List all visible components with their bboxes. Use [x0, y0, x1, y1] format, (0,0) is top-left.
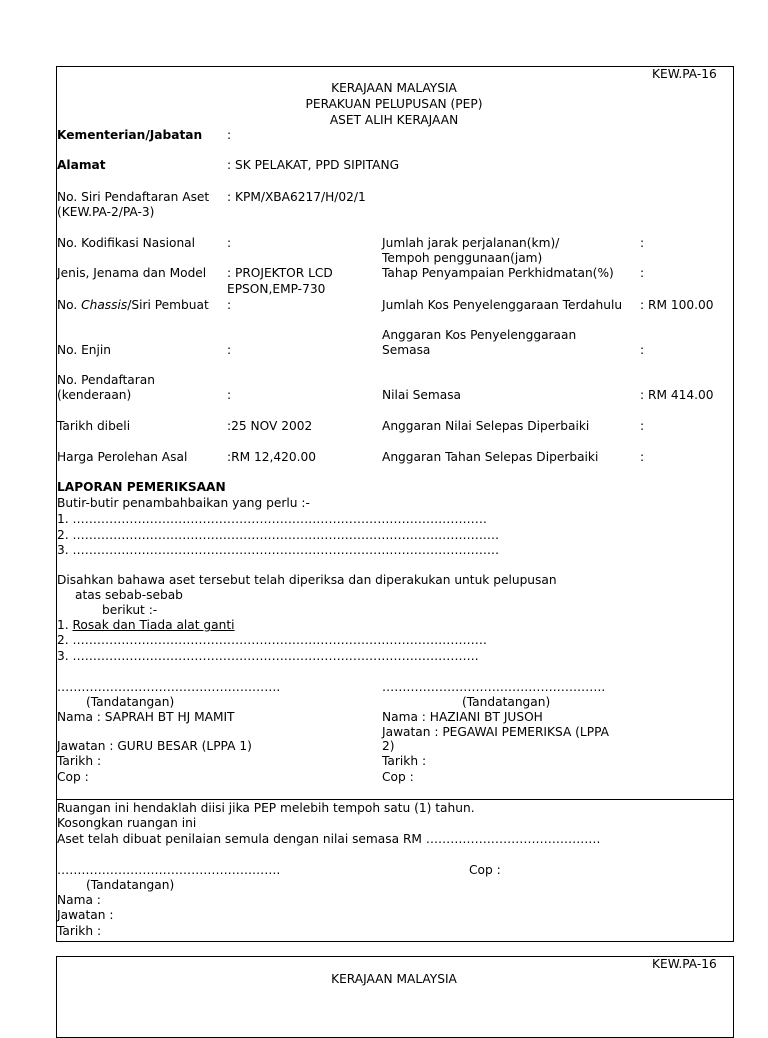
next-page-form-code: KEW.PA-16 — [652, 957, 717, 971]
chassis-label-italic: Chassis — [81, 298, 128, 312]
section-divider — [56, 799, 733, 800]
chassis-label-post: /Siri Pembuat — [127, 298, 209, 312]
left-jawatan: Jawatan : GURU BESAR (LPPA 1) — [57, 739, 252, 753]
next-page-frame — [56, 956, 734, 1038]
left-nama: Nama : SAPRAH BT HJ MAMIT — [57, 710, 235, 724]
reason-1-text: Rosak dan Tiada alat ganti — [72, 618, 235, 632]
ruangan-nilai: Aset telah dibuat penilaian semula dengan nilai semasa RM ……………………………………. — [57, 832, 601, 846]
siri-value: : KPM/XBA6217/H/02/1 — [227, 190, 366, 204]
anggaran-tahan-label: Anggaran Tahan Selepas Diperbaiki — [382, 450, 599, 464]
header-line-3: ASET ALIH KERAJAAN — [329, 113, 459, 127]
pendaftaran-label-sub: (kenderaan) — [57, 388, 132, 402]
anggaran-kos-label: Anggaran Kos Penyelenggaraan — [382, 328, 577, 342]
ruangan-jawatan: Jawatan : — [57, 908, 114, 922]
chassis-label — [57, 298, 209, 313]
jenis-label: Jenis, Jenama dan Model — [57, 266, 207, 280]
form-code: KEW.PA-16 — [652, 67, 717, 81]
kementerian-value: : — [227, 128, 232, 142]
anggaran-nilai-value: : — [640, 419, 645, 433]
laporan-intro: Butir-butir penambahbaikan yang perlu :- — [57, 496, 310, 510]
anggaran-tahan-value: : — [640, 450, 645, 464]
anggaran-nilai-label: Anggaran Nilai Selepas Diperbaiki — [382, 419, 590, 433]
pendaftaran-label: No. Pendaftaran — [57, 373, 155, 387]
anggaran-kos-label-sub: Semasa — [382, 343, 431, 357]
right-jawatan: Jawatan : PEGAWAI PEMERIKSA (LPPA — [382, 725, 609, 739]
enjin-value: : — [227, 343, 232, 357]
ruangan-signature-caption: (Tandatangan) — [86, 878, 175, 892]
left-signature-line: ………………………………………………. — [57, 680, 281, 694]
siri-label: No. Siri Pendaftaran Aset — [57, 190, 210, 204]
jarak-label-sub: Tempoh penggunaan(jam) — [382, 251, 543, 265]
ruangan-kosongkan: Kosongkan ruangan ini — [57, 816, 197, 830]
header-line-1: KERAJAAN MALAYSIA — [331, 81, 457, 95]
reason-item-2: 2. ………………………………………………………………………………………… — [57, 633, 487, 647]
disahkan-text-3: berikut :- — [102, 603, 158, 617]
right-tarikh: Tarikh : — [382, 754, 427, 768]
disahkan-text-2: atas sebab-sebab — [75, 588, 183, 602]
ruangan-tarikh: Tarikh : — [57, 924, 102, 938]
kos-value: : RM 100.00 — [640, 298, 714, 312]
laporan-title: LAPORAN PEMERIKSAAN — [57, 480, 226, 494]
improvement-item-2: 2. …………………………………………………………………………………………… — [57, 528, 500, 542]
chassis-label-pre: No. — [57, 298, 82, 312]
left-cop: Cop : — [57, 770, 89, 784]
right-signature-line: ………………………………………………. — [382, 680, 606, 694]
tahap-label: Tahap Penyampaian Perkhidmatan(%) — [382, 266, 614, 280]
harga-value: :RM 12,420.00 — [227, 450, 316, 464]
chassis-value: : — [227, 298, 232, 312]
ruangan-cop: Cop : — [469, 863, 501, 877]
alamat-label: Alamat — [57, 158, 106, 172]
right-nama: Nama : HAZIANI BT JUSOH — [382, 710, 543, 724]
kodifikasi-label: No. Kodifikasi Nasional — [57, 236, 196, 250]
anggaran-kos-value: : — [640, 343, 645, 357]
improvement-item-1: 1. ………………………………………………………………………………………… — [57, 512, 487, 526]
jenis-value-2: EPSON,EMP-730 — [227, 282, 326, 296]
kos-label: Jumlah Kos Penyelenggaraan Terdahulu — [382, 298, 623, 312]
tahap-value: : — [640, 266, 645, 280]
pendaftaran-value: : — [227, 388, 232, 402]
ruangan-note: Ruangan ini hendaklah diisi jika PEP melebih tempoh satu (1) tahun. — [57, 801, 475, 815]
enjin-label: No. Enjin — [57, 343, 112, 357]
jenis-value: : PROJEKTOR LCD — [227, 266, 333, 280]
harga-label: Harga Perolehan Asal — [57, 450, 188, 464]
ruangan-signature-line: ………………………………………………. — [57, 863, 281, 877]
reason-1-number: 1. — [57, 618, 73, 632]
ruangan-nama: Nama : — [57, 893, 101, 907]
improvement-item-3: 3. …………………………………………………………………………………………… — [57, 543, 500, 557]
kodifikasi-value: : — [227, 236, 232, 250]
left-signature-caption: (Tandatangan) — [86, 695, 175, 709]
right-signature-caption: (Tandatangan) — [462, 695, 551, 709]
tarikh-dibeli-value: :25 NOV 2002 — [227, 419, 313, 433]
disahkan-text: Disahkan bahawa aset tersebut telah diperiksa dan diperakukan untuk pelupusan — [57, 573, 557, 587]
jarak-value: : — [640, 236, 645, 250]
nilai-semasa-label: Nilai Semasa — [382, 388, 462, 402]
alamat-value: : SK PELAKAT, PPD SIPITANG — [227, 158, 400, 172]
jarak-label: Jumlah jarak perjalanan(km)/ — [382, 236, 560, 250]
next-page-header: KERAJAAN MALAYSIA — [331, 972, 457, 986]
reason-item-3: 3. ………………………………………………………………………………………. — [57, 649, 479, 663]
header-line-2: PERAKUAN PELUPUSAN (PEP) — [305, 97, 483, 111]
right-cop: Cop : — [382, 770, 414, 784]
tarikh-dibeli-label: Tarikh dibeli — [57, 419, 131, 433]
left-tarikh: Tarikh : — [57, 754, 102, 768]
kementerian-label: Kementerian/Jabatan — [57, 128, 203, 142]
reason-item-1 — [57, 618, 235, 633]
right-jawatan-2: 2) — [382, 739, 395, 753]
nilai-semasa-value: : RM 414.00 — [640, 388, 714, 402]
siri-label-sub: (KEW.PA-2/PA-3) — [57, 205, 155, 219]
